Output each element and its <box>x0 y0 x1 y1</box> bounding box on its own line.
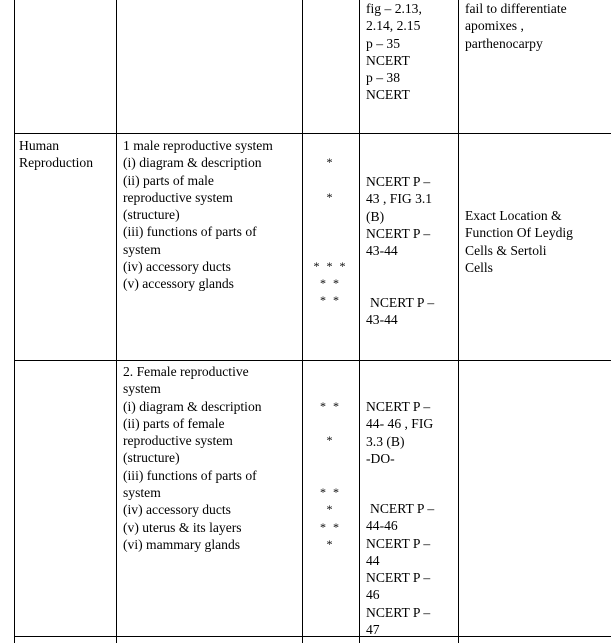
reference-line: 44- 46 , FIG <box>366 416 434 432</box>
subtopic-line: (i) diagram & description <box>123 398 262 414</box>
table-border-left <box>14 0 15 643</box>
importance-stars: * * <box>320 519 341 534</box>
row-divider-2 <box>14 360 611 361</box>
row1-reference-cell-1 <box>366 173 432 259</box>
topic-line: Reproduction <box>19 155 93 171</box>
reference-line: fig – 2.13, <box>366 1 422 16</box>
subtopic-line: (iv) accessory ducts <box>123 502 231 518</box>
reference-line: NCERT P – <box>366 174 431 189</box>
reference-line: 44 <box>366 552 380 568</box>
row2-importance-cell <box>303 363 358 553</box>
importance-stars: * <box>326 433 335 448</box>
remark-line: Cells <box>465 259 493 275</box>
row2-reference-cell-1 <box>366 398 433 467</box>
importance-stars <box>303 380 358 397</box>
column-divider-3 <box>359 0 360 643</box>
importance-stars: * * * <box>313 258 348 273</box>
importance-stars <box>303 449 358 466</box>
row0-remark-cell <box>465 0 567 52</box>
row0-reference-cell <box>366 0 422 104</box>
reference-line: 43 , FIG 3.1 <box>366 191 433 207</box>
importance-stars <box>303 171 358 188</box>
subtopic-line: (ii) parts of male <box>123 172 214 188</box>
importance-stars <box>303 467 358 484</box>
remark-line: Exact Location & <box>465 208 562 223</box>
row1-reference-cell-2 <box>366 294 435 329</box>
remark-line: Function Of Leydig <box>465 225 573 241</box>
reference-line: 44-46 <box>366 518 398 534</box>
row2-subtopic-cell <box>123 363 262 553</box>
reference-line: 2.14, 2.15 <box>366 18 421 34</box>
remark-line: Cells & Sertoli <box>465 242 547 258</box>
remark-line: fail to differentiate <box>465 1 567 16</box>
subtopic-line: reproductive system <box>123 189 233 205</box>
subtopic-line: (v) uterus & its layers <box>123 519 242 535</box>
reference-line: p – 38 <box>366 70 400 86</box>
importance-stars: * * <box>320 485 341 500</box>
subtopic-line: (structure) <box>123 207 180 223</box>
subtopic-line: system <box>123 241 161 257</box>
column-divider-4 <box>458 0 459 643</box>
reference-line: NCERT <box>366 52 410 68</box>
reference-line: 47 <box>366 622 380 638</box>
importance-stars <box>303 415 358 432</box>
reference-line: NCERT P – <box>370 295 435 310</box>
importance-stars: * * <box>320 276 341 291</box>
importance-stars <box>303 363 358 380</box>
reference-line: NCERT <box>366 87 410 103</box>
subtopic-line: system <box>123 485 161 501</box>
row1-remark-cell <box>465 207 573 276</box>
subtopic-line: (structure) <box>123 450 180 466</box>
reference-line: p – 35 <box>366 35 400 51</box>
reference-line: (B) <box>366 208 385 224</box>
importance-stars <box>303 206 358 223</box>
column-divider-1 <box>116 0 117 643</box>
reference-line: NCERT P – <box>366 225 431 241</box>
subtopic-line: (v) accessory glands <box>123 276 234 292</box>
reference-line: NCERT P – <box>366 535 431 551</box>
reference-line: NCERT P – <box>366 399 431 414</box>
row-divider-1 <box>14 133 611 134</box>
reference-line: 46 <box>366 587 380 603</box>
reference-line: 43-44 <box>366 312 398 328</box>
importance-stars: * <box>326 502 335 517</box>
remark-line: apomixes , <box>465 18 524 34</box>
reference-line: -DO- <box>366 450 395 466</box>
row-divider-3 <box>14 636 611 637</box>
reference-line: NCERT P – <box>366 604 431 620</box>
subtopic-line: (vi) mammary glands <box>123 536 241 552</box>
reference-line: 3.3 (B) <box>366 433 405 449</box>
row1-subtopic-cell <box>123 137 273 293</box>
topic-line: Human <box>19 138 60 153</box>
importance-stars: * <box>326 155 335 169</box>
subtopic-line: (i) diagram & description <box>123 155 262 171</box>
reference-line: 43-44 <box>366 243 398 259</box>
subtopic-line: (iii) functions of parts of <box>123 224 257 240</box>
subtopic-line: reproductive system <box>123 433 233 449</box>
row1-importance-cell <box>303 154 358 310</box>
reference-line: NCERT P – <box>366 570 431 586</box>
importance-stars: * <box>326 189 335 204</box>
importance-stars: * <box>326 536 335 551</box>
importance-stars: * * <box>320 398 341 413</box>
subtopic-line: 2. Female reproductive <box>123 364 249 379</box>
subtopic-line: (ii) parts of female <box>123 415 225 431</box>
topic-cell <box>19 137 93 172</box>
row2-reference-cell-2 <box>366 500 434 638</box>
subtopic-line: (iii) functions of parts of <box>123 467 257 483</box>
subtopic-line: 1 male reproductive system <box>123 138 273 153</box>
importance-stars <box>303 223 358 240</box>
importance-stars: * * <box>320 293 341 308</box>
importance-stars <box>303 240 358 257</box>
remark-line: parthenocarpy <box>465 35 543 51</box>
subtopic-line: system <box>123 381 161 397</box>
subtopic-line: (iv) accessory ducts <box>123 259 231 275</box>
reference-line: NCERT P – <box>370 501 435 516</box>
